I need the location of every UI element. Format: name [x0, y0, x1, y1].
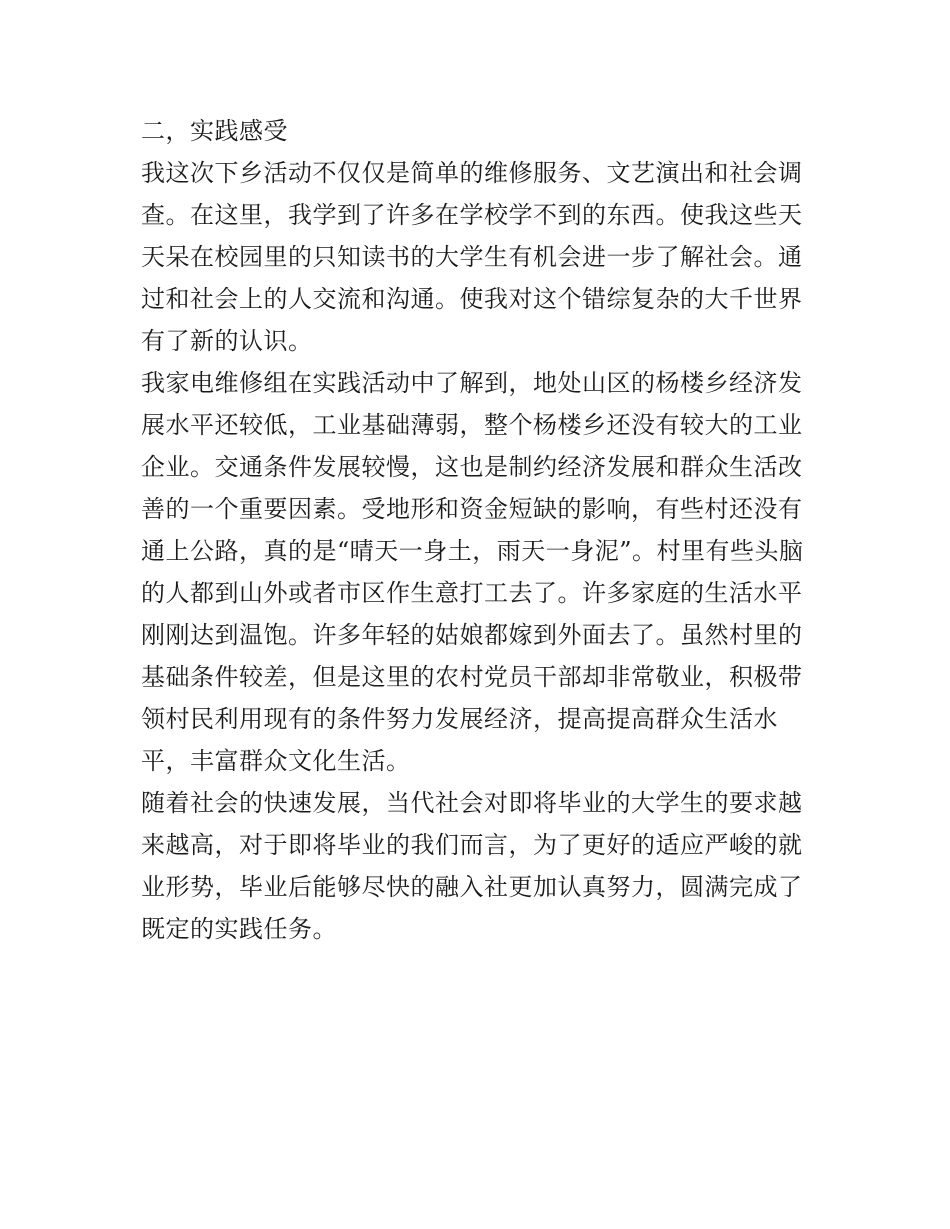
text-line: 我这次下乡活动不仅仅是简单的维修服务、文艺演出和社会调	[141, 159, 803, 187]
text-line: 刚刚达到温饱。许多年轻的姑娘都嫁到外面去了。虽然村里的	[141, 621, 803, 649]
text-line: 来越高，对于即将毕业的我们而言，为了更好的适应严峻的就	[141, 831, 803, 859]
text-line: 既定的实践任务。	[141, 915, 337, 943]
text-line: 我家电维修组在实践活动中了解到，地处山区的杨楼乡经济发	[141, 369, 803, 397]
text-line: 过和社会上的人交流和沟通。使我对这个错综复杂的大千世界	[141, 285, 803, 313]
text-line: 有了新的认识。	[141, 327, 313, 355]
text-line: 的人都到山外或者市区作生意打工去了。许多家庭的生活水平	[141, 579, 803, 607]
text-line: 通上公路，真的是“晴天一身土，雨天一身泥”。村里有些头脑	[141, 537, 804, 565]
text-line: 业形势，毕业后能够尽快的融入社更加认真努力，圆满完成了	[141, 873, 803, 901]
text-line: 基础条件较差，但是这里的农村党员干部却非常敬业，积极带	[141, 663, 803, 691]
paragraph-1	[141, 152, 813, 362]
text-line: 天呆在校园里的只知读书的大学生有机会进一步了解社会。通	[141, 243, 803, 271]
paragraph-2	[141, 362, 813, 782]
section-heading	[141, 110, 813, 152]
heading-line: 二，实践感受	[141, 117, 288, 145]
document-body	[141, 110, 813, 950]
text-line: 善的一个重要因素。受地形和资金短缺的影响，有些村还没有	[141, 495, 803, 523]
text-line: 随着社会的快速发展，当代社会对即将毕业的大学生的要求越	[141, 789, 803, 817]
text-line: 领村民利用现有的条件努力发展经济，提高提高群众生活水	[141, 705, 778, 733]
text-line: 查。在这里，我学到了许多在学校学不到的东西。使我这些天	[141, 201, 803, 229]
text-line: 展水平还较低，工业基础薄弱，整个杨楼乡还没有较大的工业	[141, 411, 803, 439]
text-line: 企业。交通条件发展较慢，这也是制约经济发展和群众生活改	[141, 453, 803, 481]
text-line: 平，丰富群众文化生活。	[141, 747, 411, 775]
paragraph-3	[141, 782, 813, 950]
